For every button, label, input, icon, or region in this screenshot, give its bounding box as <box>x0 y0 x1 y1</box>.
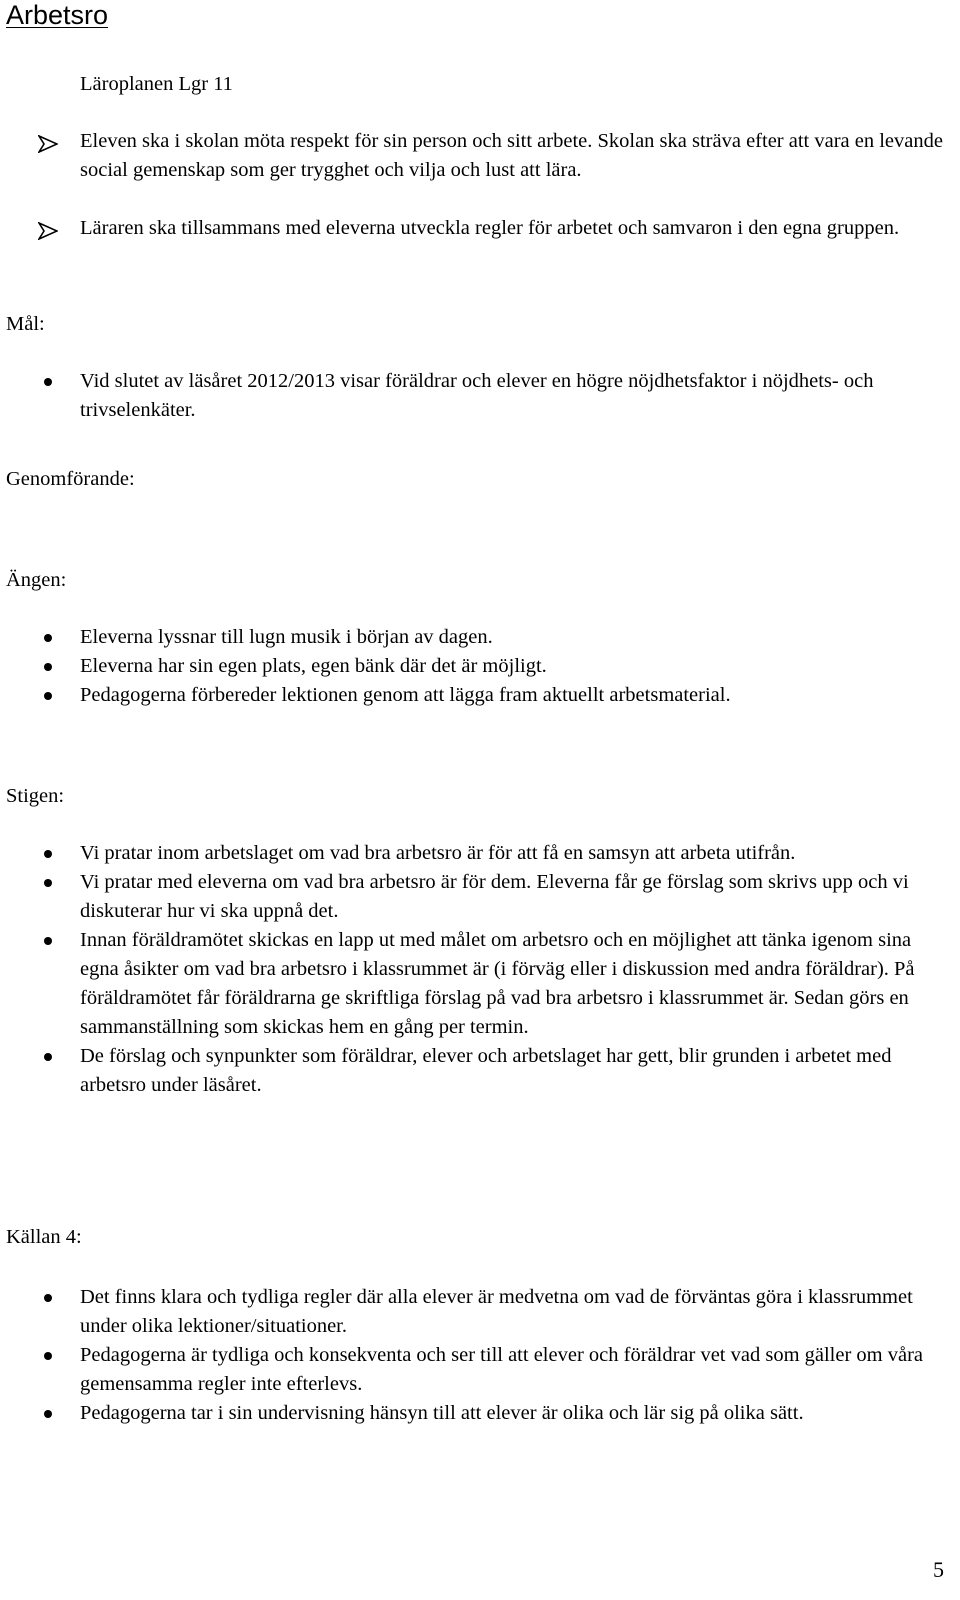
list-item-text: Eleverna lyssnar till lugn musik i början av dagen. <box>80 626 493 648</box>
list-item-text: Det finns klara och tydliga regler där alla elever är medvetna om vad de förväntas göra i klassrummet under olika lektioner/situationer. <box>80 1286 913 1337</box>
list-item <box>0 214 960 243</box>
kallan-list <box>0 1283 960 1428</box>
page-number: 5 <box>933 1557 944 1582</box>
goal-heading: Mål: <box>6 313 45 335</box>
list-item-text: Vi pratar med eleverna om vad bra arbetsro är för dem. Eleverna får ge förslag som skrivs upp och vi diskuterar hur vi ska uppnå det. <box>80 871 909 922</box>
list-item <box>0 1042 960 1100</box>
list-item <box>0 1283 960 1341</box>
list-item <box>0 623 960 652</box>
page-title: Arbetsro <box>6 0 109 30</box>
list-item-text: De förslag och synpunkter som föräldrar, elever och arbetslaget har gett, blir grunden i arbetet med arbetsro under läsåret. <box>80 1045 892 1096</box>
list-item <box>0 127 960 185</box>
list-item <box>0 367 960 425</box>
list-item <box>0 1399 960 1428</box>
list-item-text: Pedagogerna tar i sin undervisning hänsyn till att elever är olika och lär sig på olika sätt. <box>80 1402 804 1424</box>
list-item-text: Eleven ska i skolan möta respekt för sin person och sitt arbete. Skolan ska sträva efter att vara en levande social gemenskap som ger trygghet och vilja och lust att lära. <box>80 130 943 181</box>
list-item <box>0 926 960 1042</box>
list-item <box>0 839 960 868</box>
list-item-text: Vid slutet av läsåret 2012/2013 visar föräldrar och elever en högre nöjdhetsfaktor i nöjdhets- och trivselenkäter. <box>80 370 874 421</box>
kallan-heading: Källan 4: <box>6 1226 82 1248</box>
goal-list <box>0 367 960 425</box>
list-item <box>0 681 960 710</box>
curriculum-list <box>0 127 960 243</box>
list-item-text: Pedagogerna är tydliga och konsekventa och ser till att elever och föräldrar vet vad som gäller om våra gemensamma regler inte efterlevs. <box>80 1344 924 1395</box>
angen-list <box>0 623 960 710</box>
angen-heading: Ängen: <box>6 569 67 591</box>
list-item-text: Pedagogerna förbereder lektionen genom att lägga fram aktuellt arbetsmaterial. <box>80 684 731 706</box>
stigen-heading: Stigen: <box>6 785 65 807</box>
list-item-text: Eleverna har sin egen plats, egen bänk där det är möjligt. <box>80 655 547 677</box>
list-item <box>0 652 960 681</box>
subtitle: Läroplanen Lgr 11 <box>80 73 233 95</box>
list-item <box>0 868 960 926</box>
stigen-list <box>0 839 960 1100</box>
list-item-text: Vi pratar inom arbetslaget om vad bra arbetsro är för att få en samsyn att arbeta utifrån. <box>80 842 796 864</box>
list-item-text: Läraren ska tillsammans med eleverna utveckla regler för arbetet och samvaron i den egna gruppen. <box>80 217 900 239</box>
arrow-bullet-icon <box>38 220 58 249</box>
list-item <box>0 1341 960 1399</box>
list-item-text: Innan föräldramötet skickas en lapp ut med målet om arbetsro och en möjlighet att tänka igenom sina egna åsikter om vad bra arbetsro i klassrummet är (i förväg eller i diskussion med andra föräldrar). På föräldramötet får föräldrarna ge skriftliga förslag på vad bra arbetsro i klassrummet är. Sedan görs en sammanställning som skickas hem en gång per termin. <box>80 929 915 1038</box>
arrow-bullet-icon <box>38 133 58 162</box>
implementation-heading: Genomförande: <box>6 468 135 490</box>
